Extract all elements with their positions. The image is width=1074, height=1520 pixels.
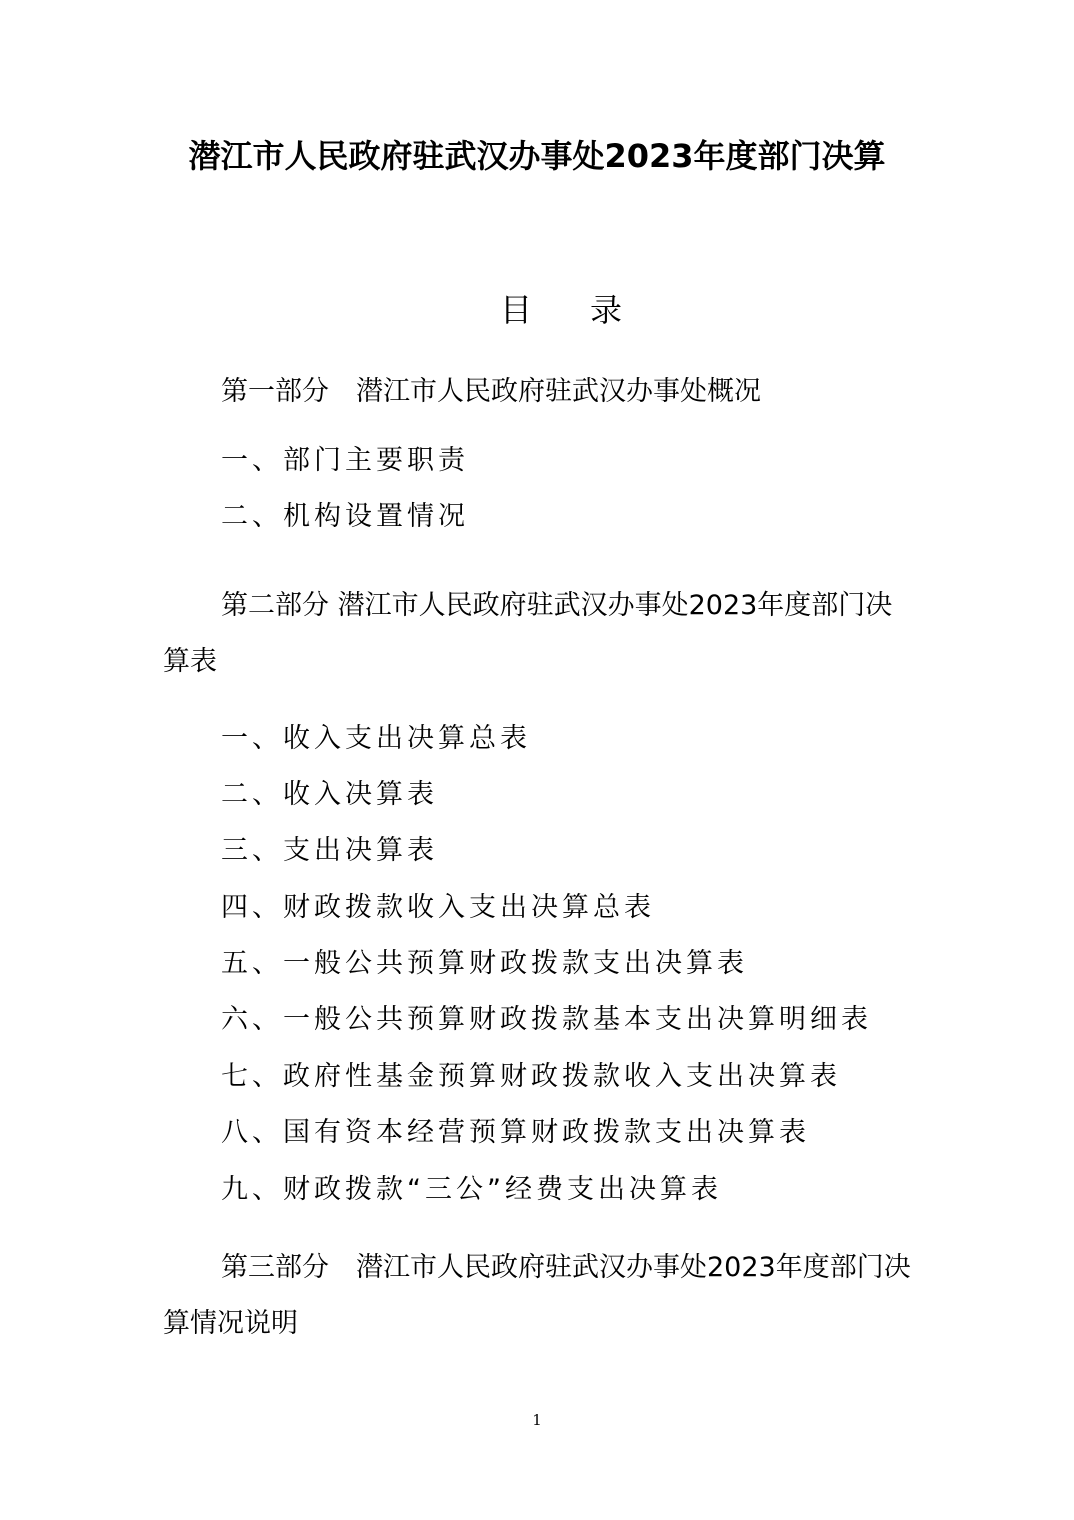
toc-heading-char-1: 目 [500, 291, 533, 329]
toc-part-2-title: 第二部分 潜江市人民政府驻武汉办事处2023年度部门决算表 [163, 590, 893, 677]
toc-part-2-item-2: 二、收入决算表 [221, 779, 438, 810]
toc-heading-char-2: 录 [590, 291, 623, 329]
toc-part-2-item-6: 六、一般公共预算财政拨款基本支出决算明细表 [221, 1004, 872, 1035]
toc-heading [500, 288, 650, 332]
document-title: 潜江市人民政府驻武汉办事处2023年度部门决算 [188, 137, 886, 175]
toc-part-1-title: 第一部分 潜江市人民政府驻武汉办事处概况 [221, 376, 761, 407]
toc-part-3-title: 第三部分 潜江市人民政府驻武汉办事处2023年度部门决算情况说明 [163, 1252, 911, 1339]
toc-part-2-item-8: 八、国有资本经营预算财政拨款支出决算表 [221, 1117, 810, 1148]
toc-part-1-item-2: 二、机构设置情况 [221, 501, 469, 532]
toc-part-2-item-3: 三、支出决算表 [221, 835, 438, 866]
toc-part-1-item-1: 一、部门主要职责 [221, 445, 469, 476]
toc-part-2-item-7: 七、政府性基金预算财政拨款收入支出决算表 [221, 1061, 841, 1092]
toc-part-2-item-5: 五、一般公共预算财政拨款支出决算表 [221, 948, 748, 979]
page-number: 1 [532, 1411, 542, 1429]
toc-part-2-item-4: 四、财政拨款收入支出决算总表 [221, 892, 655, 923]
toc-part-2-item-1: 一、收入支出决算总表 [221, 723, 531, 754]
toc-part-2-item-9: 九、财政拨款“三公”经费支出决算表 [221, 1174, 722, 1205]
